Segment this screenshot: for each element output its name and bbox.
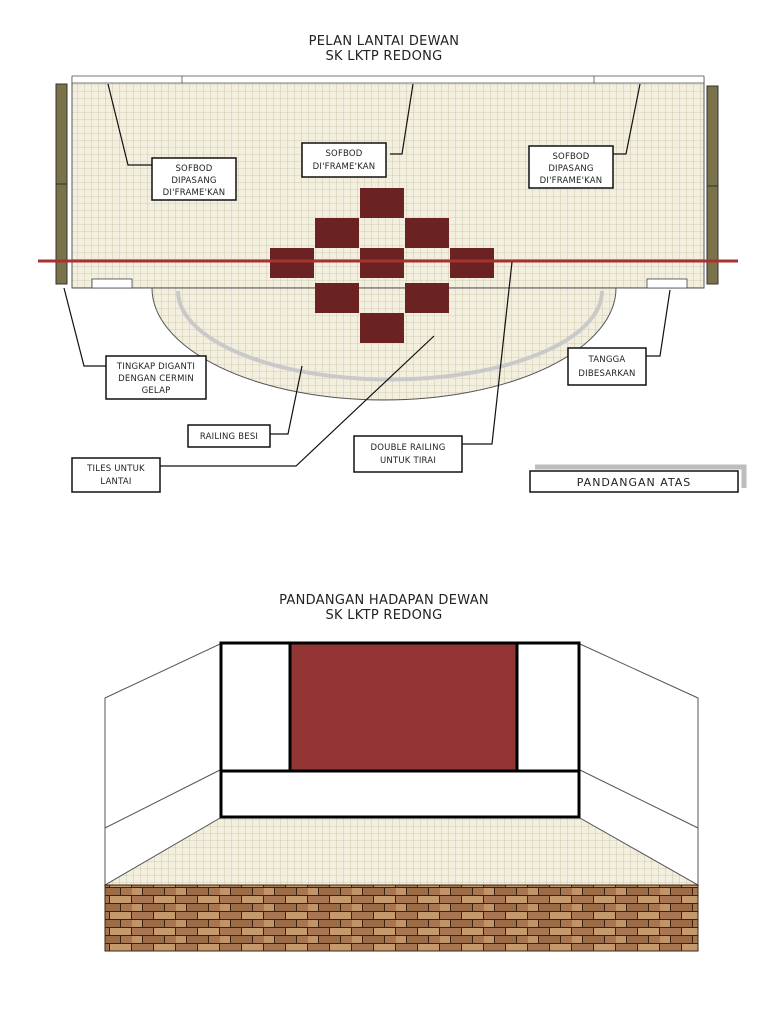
brick-floor [105, 885, 698, 951]
svg-text:DOUBLE RAILING: DOUBLE RAILING [370, 443, 446, 453]
svg-text:DENGAN CERMIN: DENGAN CERMIN [118, 374, 194, 384]
svg-text:RAILING BESI: RAILING BESI [199, 432, 259, 442]
label-tingkap [106, 356, 206, 399]
label-sofbod-center [302, 143, 386, 177]
svg-text:DIPASANG: DIPASANG [171, 176, 217, 186]
front-title-line2: SK LKTP REDONG [325, 608, 443, 623]
svg-text:SOFBOD: SOFBOD [325, 149, 363, 159]
svg-text:TANGGA: TANGGA [588, 355, 626, 365]
stairs-left [92, 279, 132, 288]
svg-text:TILES UNTUK: TILES UNTUK [87, 464, 145, 474]
svg-text:SOFBOD: SOFBOD [175, 164, 213, 174]
view-label-top [530, 467, 744, 492]
stage-backdrop [290, 643, 517, 771]
label-double-railing [354, 436, 462, 472]
svg-text:LANTAI: LANTAI [100, 477, 132, 487]
window-left [56, 84, 67, 284]
stairs-right [647, 279, 687, 288]
svg-text:DIBESARKAN: DIBESARKAN [578, 369, 636, 379]
svg-text:DI'FRAME'KAN: DI'FRAME'KAN [312, 162, 376, 172]
svg-text:DI'FRAME'KAN: DI'FRAME'KAN [539, 176, 603, 186]
svg-text:UNTUK TIRAI: UNTUK TIRAI [379, 456, 437, 466]
label-tangga [568, 348, 646, 385]
window-right [707, 86, 718, 284]
plan-title-line2: SK LKTP REDONG [325, 49, 443, 64]
svg-text:TINGKAP DIGANTI: TINGKAP DIGANTI [116, 362, 196, 372]
svg-text:SOFBOD: SOFBOD [552, 152, 590, 162]
label-sofbod-right [529, 146, 613, 188]
label-railing-besi [188, 425, 270, 447]
label-tiles [72, 458, 160, 492]
svg-text:DI'FRAME'KAN: DI'FRAME'KAN [162, 188, 226, 198]
front-view-drawing [105, 643, 698, 951]
plan-title-line1: PELAN LANTAI DEWAN [308, 34, 460, 49]
front-title-line1: PANDANGAN HADAPAN DEWAN [279, 593, 489, 608]
svg-text:PANDANGAN ATAS: PANDANGAN ATAS [576, 476, 692, 489]
label-sofbod-left [152, 158, 236, 200]
svg-text:GELAP: GELAP [141, 386, 171, 396]
svg-text:DIPASANG: DIPASANG [548, 164, 594, 174]
